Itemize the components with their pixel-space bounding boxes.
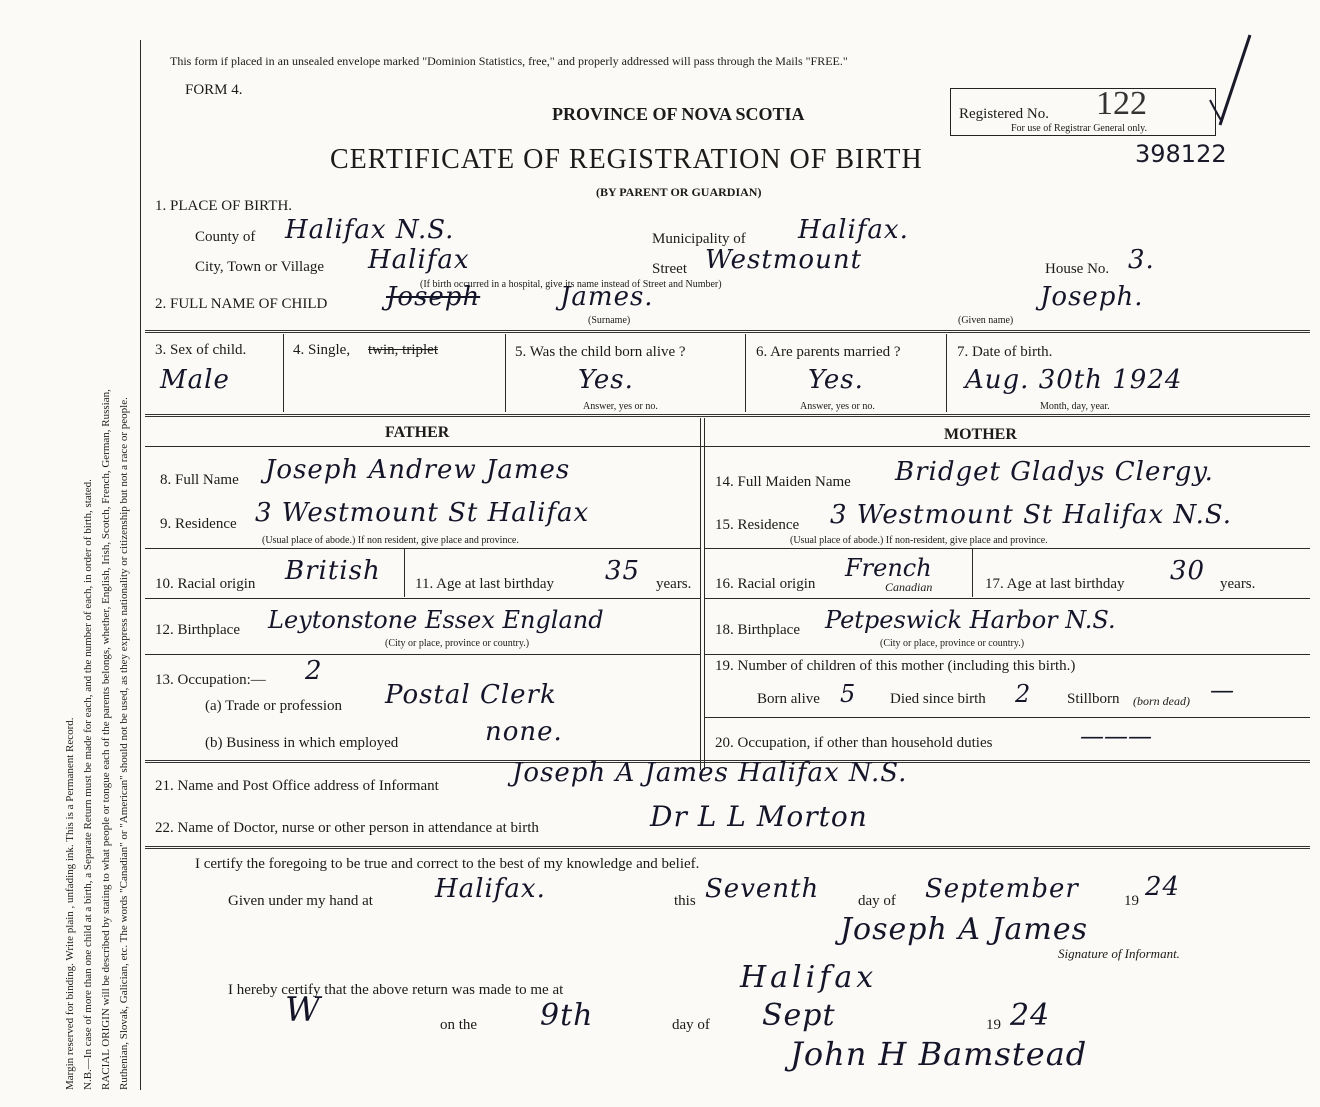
- mother-age: 30: [1170, 556, 1206, 586]
- mother-residence: 3 Westmount St Halifax N.S.: [830, 500, 1232, 530]
- mother-racial-label: 16. Racial origin: [715, 576, 816, 592]
- registered-number-box: [950, 85, 1216, 136]
- year-prefix: 19: [1124, 893, 1139, 909]
- father-business: none.: [485, 717, 563, 747]
- father-racial-label: 10. Racial origin: [155, 576, 256, 592]
- dob-note: Month, day, year.: [1040, 401, 1110, 412]
- father-abode-note: (Usual place of abode.) If non resident, give place and province.: [262, 535, 519, 546]
- mother-age-label: 17. Age at last birthday: [985, 576, 1125, 592]
- house-label: House No.: [1045, 261, 1110, 277]
- place-of-birth-label: 1. PLACE OF BIRTH.: [155, 198, 293, 214]
- page-title: CERTIFICATE OF REGISTRATION OF BIRTH: [330, 144, 923, 175]
- province-heading: PROVINCE OF NOVA SCOTIA: [552, 104, 805, 124]
- registrar-date: 9th: [540, 998, 594, 1033]
- mother-birthplace: Petpeswick Harbor N.S.: [825, 606, 1116, 634]
- on-the-label: on the: [440, 1017, 478, 1033]
- father-birthplace: Leytonstone Essex England: [268, 606, 604, 634]
- mother-name: Bridget Gladys Clergy.: [895, 457, 1214, 487]
- house-value: 3.: [1128, 245, 1155, 275]
- margin-note-3: RACIAL ORIGIN will be described by stating to what people or tongue each of the parents belongs, whether, English, Irish, Scotch, French, German, Russian,: [100, 389, 112, 1090]
- died-label: Died since birth: [890, 691, 986, 707]
- mother-residence-label: 15. Residence: [715, 517, 800, 533]
- certify-text: I certify the foregoing to be true and correct to the best of my knowledge and belief.: [195, 856, 700, 872]
- father-residence-label: 9. Residence: [160, 516, 237, 532]
- street-value: Westmount: [705, 245, 863, 275]
- registrar-year-prefix: 19: [986, 1017, 1001, 1033]
- answer-note-6: Answer, yes or no.: [800, 401, 875, 412]
- stillborn-value: —: [1210, 676, 1234, 704]
- registrar-month: Sept: [762, 998, 836, 1033]
- handwritten-number: 398122: [1135, 140, 1227, 168]
- given-year: 24: [1145, 872, 1181, 902]
- born-alive-label: Born alive: [757, 691, 820, 707]
- mother-occupation: ———: [1080, 722, 1152, 750]
- child-given-name: Joseph.: [1040, 282, 1144, 312]
- registrar-text: I hereby certify that the above return was made to me at: [228, 982, 564, 998]
- day-of-label: day of: [858, 893, 896, 909]
- this-label: this: [674, 893, 696, 909]
- father-trade-label: (a) Trade or profession: [205, 698, 343, 714]
- given-name-note: (Given name): [958, 315, 1014, 326]
- mother-birthplace-note: (City or place, province or country.): [880, 638, 1025, 649]
- stillborn-note: (born dead): [1133, 694, 1190, 708]
- mother-heading: MOTHER: [944, 426, 1017, 443]
- father-name: Joseph Andrew James: [265, 455, 571, 485]
- registered-note: For use of Registrar General only.: [1011, 123, 1147, 134]
- dob-label: 7. Date of birth.: [957, 344, 1053, 360]
- doctor-label: 22. Name of Doctor, nurse or other person in attendance at birth: [155, 820, 539, 836]
- single-struck: twin, triplet: [368, 342, 438, 358]
- margin-rule: [140, 40, 141, 1090]
- informant-label: 21. Name and Post Office address of Informant: [155, 778, 439, 794]
- dob-value: Aug. 30th 1924: [965, 365, 1183, 395]
- child-name-struck: Joseph: [386, 282, 481, 312]
- alive-label: 5. Was the child born alive ?: [515, 344, 686, 360]
- father-name-label: 8. Full Name: [160, 472, 239, 488]
- mother-name-label: 14. Full Maiden Name: [715, 474, 851, 490]
- registered-number: 122: [1096, 85, 1147, 122]
- died-value: 2: [1015, 680, 1031, 708]
- signature-label: Signature of Informant.: [1058, 946, 1180, 961]
- father-business-label: (b) Business in which employed: [205, 735, 399, 751]
- married-label: 6. Are parents married ?: [756, 344, 901, 360]
- city-label: City, Town or Village: [195, 259, 325, 275]
- mother-racial: French: [845, 554, 932, 582]
- father-years-label: years.: [656, 576, 692, 592]
- registrar-signature: John H Bamstead: [790, 1035, 1088, 1073]
- margin-note-4: Ruthenian, Slovak, Galician, etc. The words "Canadian" or "American" should not be used, as they express nationality or citizenship but not a race or people.: [118, 397, 130, 1090]
- margin-note-1: Margin reserved for binding. Write plain , unfading ink. This is a Permanent Record.: [64, 717, 76, 1090]
- mother-occupation-label: 20. Occupation, if other than household duties: [715, 735, 993, 751]
- divider-parents: [145, 414, 1310, 417]
- mother-years-label: years.: [1220, 576, 1256, 592]
- father-heading: FATHER: [385, 424, 450, 441]
- form-number: FORM 4.: [185, 82, 243, 98]
- registrar-year: 24: [1010, 998, 1051, 1033]
- city-value: Halifax: [368, 245, 470, 275]
- divider-top-row3: [145, 330, 1310, 333]
- street-label: Street: [652, 261, 687, 277]
- county-label: County of: [195, 229, 256, 245]
- father-age: 35: [605, 556, 641, 586]
- answer-note-5: Answer, yes or no.: [583, 401, 658, 412]
- county-value: Halifax N.S.: [285, 215, 455, 245]
- given-day: Seventh: [705, 874, 820, 904]
- mother-abode-note: (Usual place of abode.) If non-resident, give place and province.: [790, 535, 1048, 546]
- single-label: 4. Single,: [293, 342, 351, 358]
- father-birthplace-label: 12. Birthplace: [155, 622, 240, 638]
- sex-value: Male: [160, 365, 230, 395]
- informant-value: Joseph A James Halifax N.S.: [512, 758, 908, 788]
- given-under-label: Given under my hand at: [228, 893, 373, 909]
- father-racial: British: [285, 556, 381, 586]
- father-residence: 3 Westmount St Halifax: [255, 498, 590, 528]
- father-occupation-label: 13. Occupation:—: [155, 672, 266, 688]
- registrar-place: Halifax: [740, 960, 878, 995]
- father-occupation-mark: 2: [305, 656, 323, 686]
- margin-note-2: N.B.—In case of more than one child at a birth, a Separate Return must be made for each, and the number of each, in order of birth, stated.: [82, 479, 94, 1090]
- surname-note: (Surname): [588, 315, 631, 326]
- doctor-value: Dr L L Morton: [650, 800, 868, 833]
- municipality-label: Municipality of: [652, 231, 746, 247]
- municipality-value: Halifax.: [798, 215, 909, 245]
- registrar-day-of-label: day of: [672, 1017, 710, 1033]
- registered-label: Registered No.: [959, 106, 1049, 122]
- mother-birthplace-label: 18. Birthplace: [715, 622, 800, 638]
- alive-value: Yes.: [578, 365, 634, 395]
- married-value: Yes.: [808, 365, 864, 395]
- hospital-note: (If birth occurred in a hospital, give its name instead of Street and Number): [420, 279, 722, 290]
- given-place: Halifax.: [435, 874, 546, 904]
- informant-signature: Joseph A James: [840, 912, 1089, 947]
- registrar-initials: W: [285, 990, 321, 1030]
- father-age-label: 11. Age at last birthday: [415, 576, 554, 592]
- child-surname: James.: [560, 282, 654, 312]
- page-subtitle: (BY PARENT OR GUARDIAN): [596, 185, 762, 199]
- sex-label: 3. Sex of child.: [155, 342, 247, 358]
- check-mark: [1200, 30, 1260, 130]
- mother-children-label: 19. Number of children of this mother (including this birth.): [715, 658, 1076, 674]
- given-month: September: [925, 874, 1079, 904]
- divider-certification: [145, 846, 1310, 849]
- mail-notice: This form if placed in an unsealed envelope marked "Dominion Statistics, free," and properly addressed will pass through the Mails "FREE.": [170, 54, 848, 68]
- born-alive-value: 5: [840, 680, 856, 708]
- father-trade: Postal Clerk: [385, 680, 557, 710]
- father-birthplace-note: (City or place, province or country.): [385, 638, 530, 649]
- stillborn-label: Stillborn: [1067, 691, 1120, 707]
- child-name-label: 2. FULL NAME OF CHILD: [155, 296, 328, 312]
- mother-racial-2: Canadian: [885, 580, 933, 594]
